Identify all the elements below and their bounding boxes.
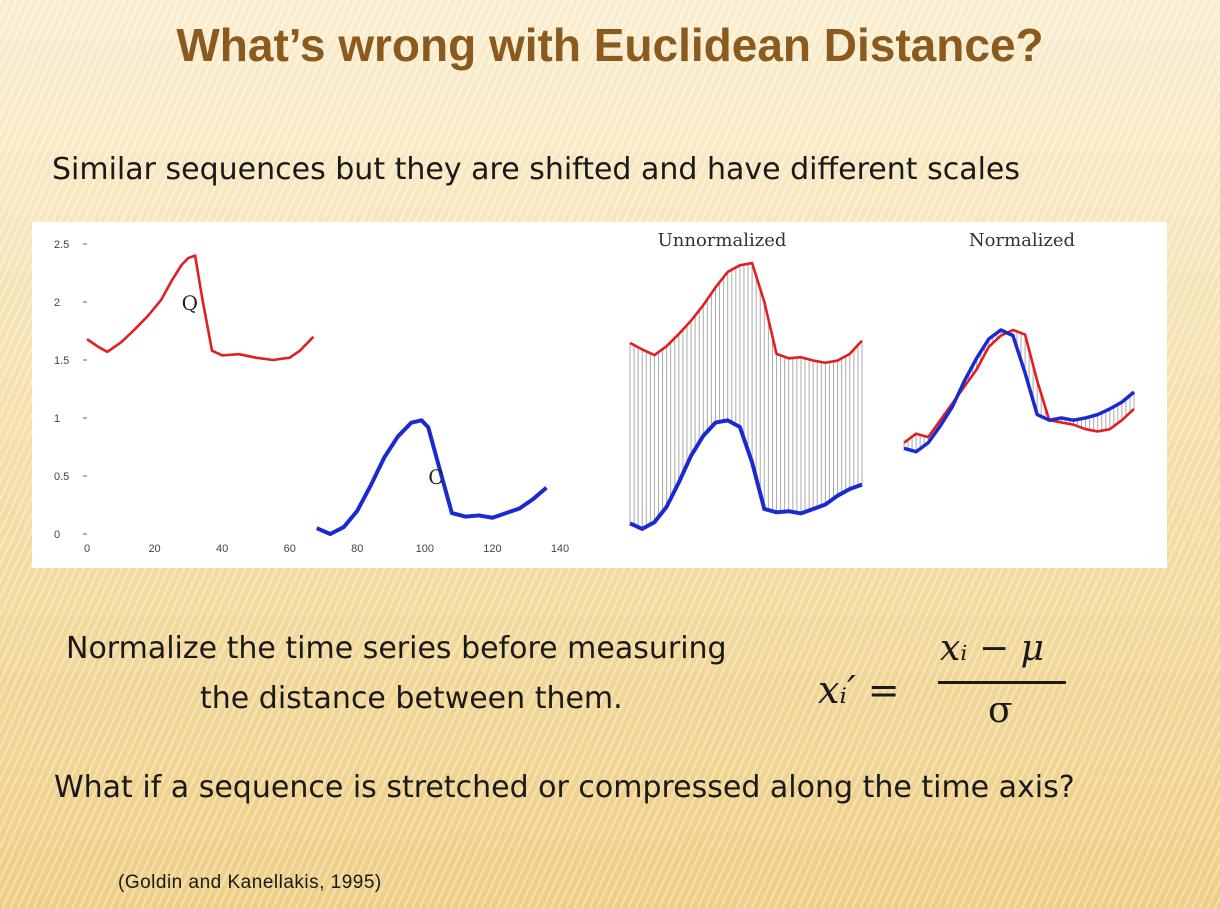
chart1-x-ticks: [84, 543, 569, 555]
series-line-q: [630, 263, 862, 363]
unnormalized-title: Unnormalized: [657, 230, 787, 251]
y-tick-label: 0: [54, 529, 61, 541]
formula-numerator: xᵢ − μ: [940, 628, 1044, 669]
chart-panel: [32, 222, 1167, 568]
chart-svg: [32, 222, 1167, 568]
series-line-q: [87, 256, 313, 360]
y-tick-label: 2.5: [54, 239, 70, 251]
x-tick-label: 100: [415, 543, 435, 555]
question-text: What if a sequence is stretched or compressed along the time axis?: [54, 770, 1075, 805]
chart3-distance-lines: [904, 330, 1134, 452]
chart2-series: [630, 263, 862, 529]
x-tick-label: 80: [351, 543, 364, 555]
y-tick-label: 2: [54, 297, 61, 309]
x-tick-label: 140: [550, 543, 570, 555]
y-tick-label: 0.5: [54, 471, 70, 483]
y-tick-label: 1: [54, 413, 61, 425]
x-tick-label: 0: [83, 543, 91, 555]
normalize-text: [60, 624, 820, 724]
chart1-series: [87, 256, 546, 534]
chart1-y-ticks: [54, 239, 87, 541]
formula-fraction-bar: [938, 681, 1066, 684]
normalized-title: Normalized: [968, 230, 1076, 251]
normalize-line-1: Normalize the time series before measuring: [66, 631, 727, 666]
label-c: C: [428, 465, 444, 489]
x-tick-label: 20: [148, 543, 161, 555]
series-line-c: [630, 420, 862, 529]
label-q: Q: [181, 291, 199, 315]
normalize-line-2: the distance between them.: [200, 681, 623, 716]
x-tick-label: 120: [483, 543, 502, 555]
citation: (Goldin and Kanellakis, 1995): [118, 872, 382, 893]
chart3-series: [904, 330, 1134, 452]
series-line-c: [904, 330, 1134, 452]
y-tick-label: 1.5: [54, 355, 70, 367]
normalization-formula: [812, 628, 1082, 738]
formula-lhs: xᵢ′ =: [818, 668, 900, 712]
subtitle: Similar sequences but they are shifted and have different scales: [52, 152, 1020, 187]
formula-denominator: σ: [988, 690, 1013, 731]
x-tick-label: 40: [216, 543, 229, 555]
x-tick-label: 60: [283, 543, 296, 555]
slide-title: What’s wrong with Euclidean Distance?: [176, 19, 1044, 71]
chart2-distance-lines: [630, 263, 862, 529]
